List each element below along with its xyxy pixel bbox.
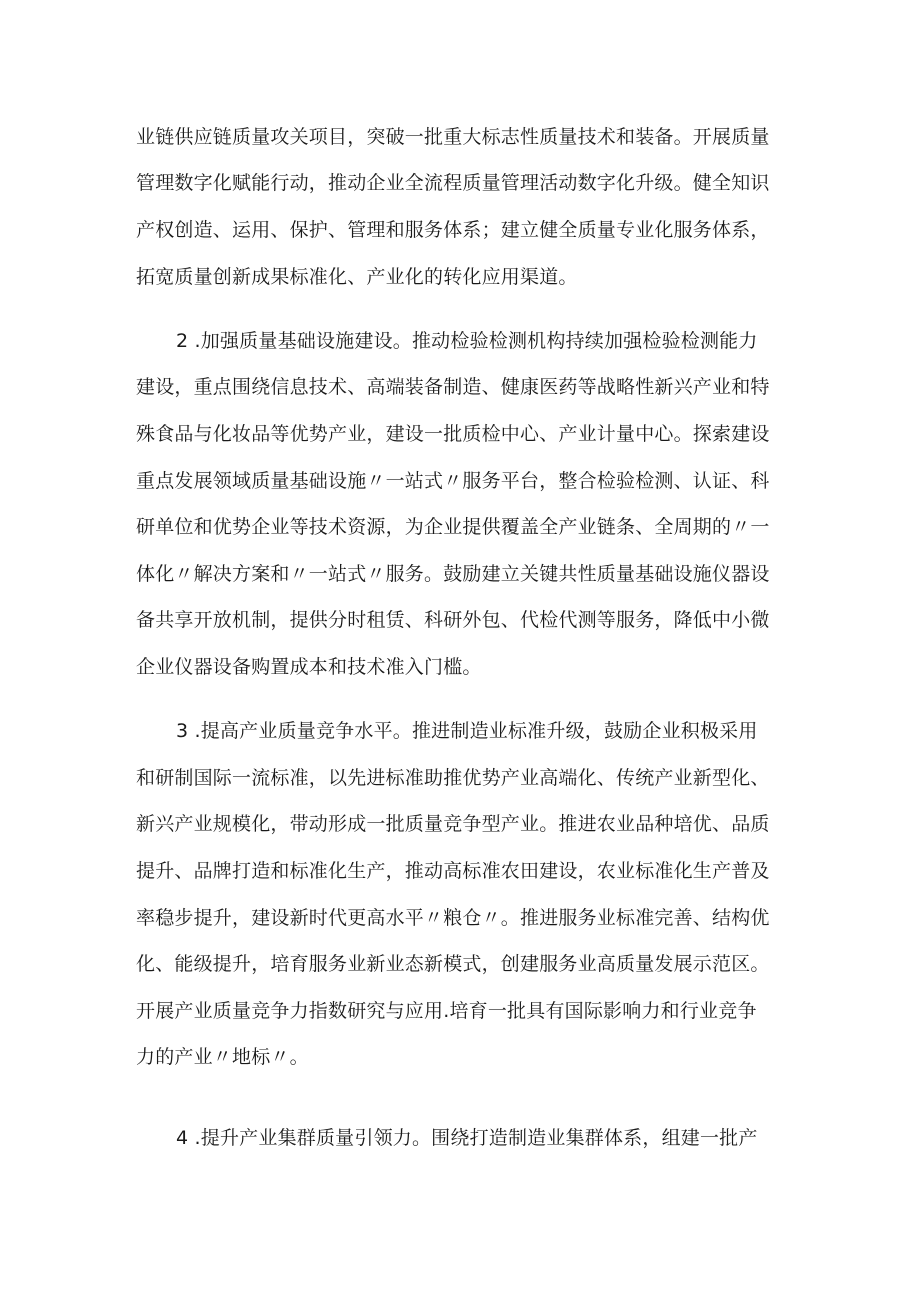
paragraph-line: 率稳步提升，建设新时代更高水平〃粮仓〃。推进服务业标准完善、结构优 xyxy=(136,907,770,929)
paragraph-heading-line: 3 .提高产业质量竞争水平。推进制造业标准升级，鼓励企业积极采用 xyxy=(176,720,758,742)
paragraph-heading-line: 4 .提升产业集群质量引领力。围绕打造制造业集群体系，组建一批产 xyxy=(176,1127,758,1149)
paragraph-line: 企业仪器设备购置成本和技术准入门槛。 xyxy=(136,656,482,678)
paragraph-line: 和研制国际一流标准，以先进标准助推优势产业高端化、传统产业新型化、 xyxy=(136,767,770,789)
paragraph-line: 备共享开放机制，提供分时租赁、科研外包、代检代测等服务，降低中小微 xyxy=(136,609,770,631)
paragraph-line: 产权创造、运用、保护、管理和服务体系；建立健全质量专业化服务体系， xyxy=(136,219,770,241)
paragraph-line: 殊食品与化妆品等优势产业，建设一批质检中心、产业计量中心。探索建设 xyxy=(136,423,770,445)
paragraph-line: 新兴产业规模化，带动形成一批质量竞争型产业。推进农业品种培优、品质 xyxy=(136,813,770,835)
paragraph-line: 化、能级提升，培育服务业新业态新模式，创建服务业高质量发展示范区。 xyxy=(136,953,770,975)
paragraph-line: 管理数字化赋能行动，推动企业全流程质量管理活动数字化升级。健全知识 xyxy=(136,172,770,194)
paragraph-line: 开展产业质量竞争力指数研究与应用.培育一批具有国际影响力和行业竞争 xyxy=(136,1000,757,1022)
paragraph-line: 体化〃解决方案和〃一站式〃服务。鼓励建立关键共性质量基础设施仪器设 xyxy=(136,563,770,585)
paragraph-line: 研单位和优势企业等技术资源，为企业提供覆盖全产业链条、全周期的〃一 xyxy=(136,516,770,538)
paragraph-line: 力的产业〃地标〃。 xyxy=(136,1046,309,1068)
paragraph-heading-line: 2 .加强质量基础设施建设。推动检验检测机构持续加强检验检测能力 xyxy=(176,330,758,352)
paragraph-line: 建设，重点围绕信息技术、高端装备制造、健康医药等战略性新兴产业和特 xyxy=(136,376,770,398)
paragraph-line: 提升、品牌打造和标准化生产，推动高标准农田建设，农业标准化生产普及 xyxy=(136,860,770,882)
paragraph-line: 业链供应链质量攻关项目，突破一批重大标志性质量技术和装备。开展质量 xyxy=(136,126,770,148)
paragraph-line: 重点发展领域质量基础设施〃一站式〃服务平台，整合检验检测、认证、科 xyxy=(136,470,770,492)
paragraph-line: 拓宽质量创新成果标准化、产业化的转化应用渠道。 xyxy=(136,266,578,288)
